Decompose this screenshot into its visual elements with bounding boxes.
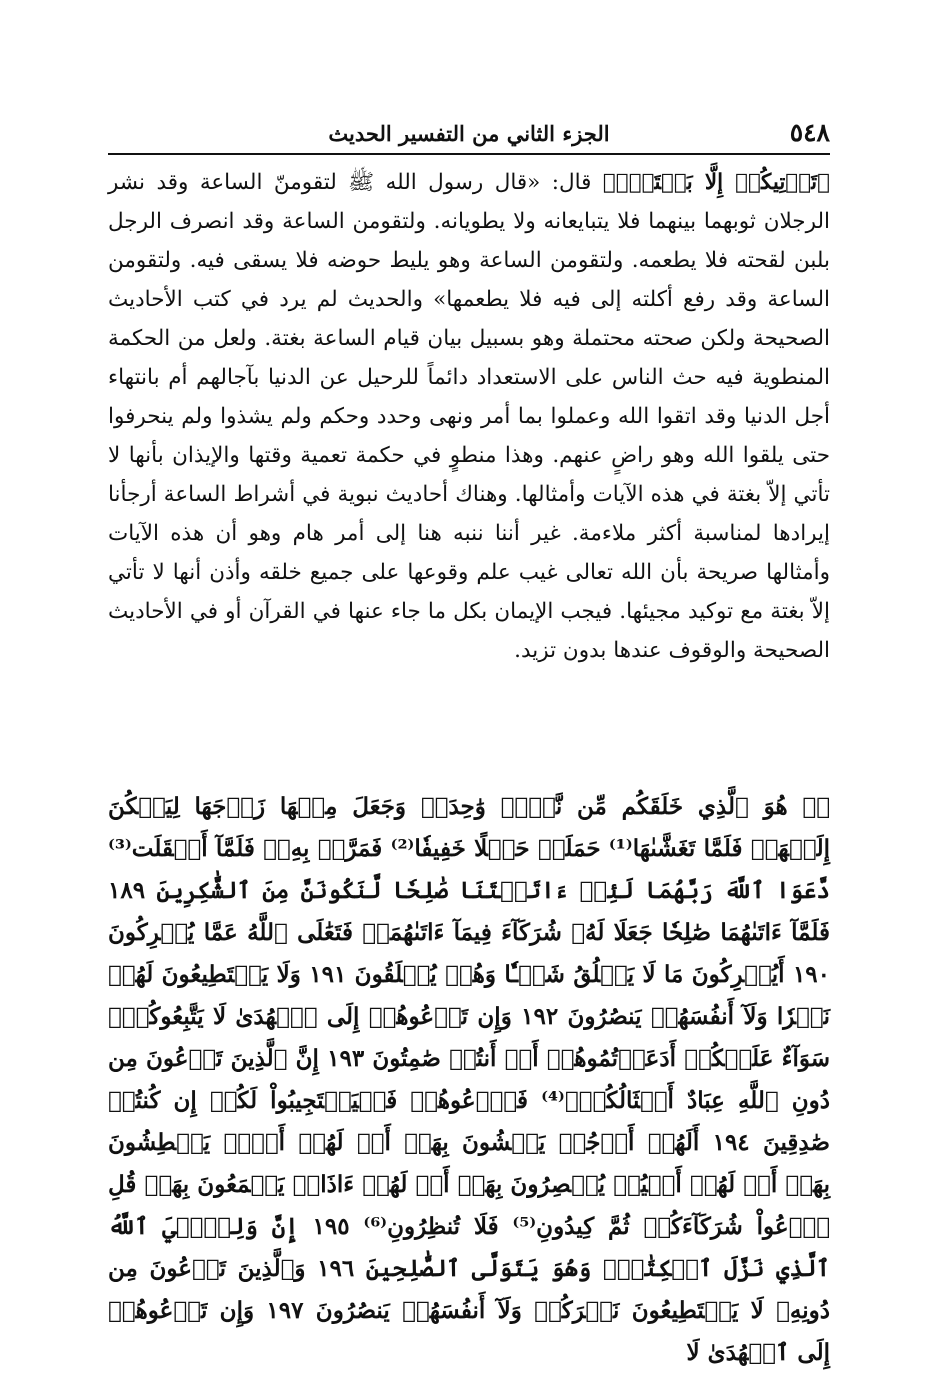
- verse-fragment: ﴿تَأۡتِيكُمۡ إِلَّا بَغۡتَةٗۗ﴾: [602, 170, 830, 195]
- header-divider: [108, 153, 830, 155]
- quran-passage: ﴿۞ هُوَ ٱلَّذِي خَلَقَكُم مِّن نَّفۡسٖ وَٰحِدَةٖ وَجَعَلَ مِنۡهَا زَوۡجَهَا لِيَسۡكُنَ إِلَيۡهَاۖ فَلَمَّا تَغَشَّىٰهَا⁽¹⁾ حَمَلَتۡ حَمۡلًا خَفِيفٗا⁽²⁾ فَمَرَّتۡ بِهِۦۖ فَلَمَّآ أَثۡقَلَت⁽³⁾ دَّعَوَا ٱللَّهَ رَبَّهُمَا لَئِنۡ ءَاتَيۡتَنَا صَٰلِحٗا لَّنَكُونَنَّ مِنَ ٱلشَّٰكِرِينَ ١٨٩ فَلَمَّآ ءَاتَىٰهُمَا صَٰلِحٗا جَعَلَا لَهُۥ شُرَكَآءَ فِيمَآ ءَاتَىٰهُمَاۚ فَتَعَٰلَى ٱللَّهُ عَمَّا يُشۡرِكُونَ ١٩٠ أَيُشۡرِكُونَ مَا لَا يَخۡلُقُ شَيۡـٔٗا وَهُمۡ يُخۡلَقُونَ ١٩١ وَلَا يَسۡتَطِيعُونَ لَهُمۡ نَصۡرٗا وَلَآ أَنفُسَهُمۡ يَنصُرُونَ ١٩٢ وَإِن تَدۡعُوهُمۡ إِلَى ٱلۡهُدَىٰ لَا يَتَّبِعُوكُمۡۚ سَوَآءٌ عَلَيۡكُمۡ أَدَعَوۡتُمُوهُمۡ أَمۡ أَنتُمۡ صَٰمِتُونَ ١٩٣ إِنَّ ٱلَّذِينَ تَدۡعُونَ مِن دُونِ ٱللَّهِ عِبَادٌ أَمۡثَالُكُمۡۖ⁽⁴⁾ فَٱدۡعُوهُمۡ فَلۡيَسۡتَجِيبُواْ لَكُمۡ إِن كُنتُمۡ صَٰدِقِينَ ١٩٤ أَلَهُمۡ أَرۡجُلٞ يَمۡشُونَ بِهَآۖ أَمۡ لَهُمۡ أَيۡدٖ يَبۡطِشُونَ بِهَآۖ أَمۡ لَهُمۡ أَعۡيُنٞ يُبۡصِرُونَ بِهَآۖ أَمۡ لَهُمۡ ءَاذَانٞ يَسۡمَعُونَ بِهَاۗ قُلِ ٱدۡعُواْ شُرَكَآءَكُمۡ ثُمَّ كِيدُونِ⁽⁵⁾ فَلَا تُنظِرُونِ⁽⁶⁾ ١٩٥ إِنَّ وَلِـِّۧيَ ٱللَّهُ ٱلَّذِي نَزَّلَ ٱلۡكِتَٰبَۖ وَهُوَ يَتَوَلَّى ٱلصَّٰلِحِينَ ١٩٦ وَٱلَّذِينَ تَدۡعُونَ مِن دُونِهِۦ لَا يَسۡتَطِيعُونَ نَصۡرَكُمۡ وَلَآ أَنفُسَهُمۡ يَنصُرُونَ ١٩٧ وَإِن تَدۡعُوهُمۡ إِلَى ٱلۡهُدَىٰ لَا: [108, 793, 831, 1366]
- running-title: الجزء الثاني من التفسير الحديث: [328, 121, 610, 146]
- page-header: [108, 112, 830, 152]
- commentary-text: قال: «قال رسول الله ﷺ لتقومنّ الساعة وقد نشر الرجلان ثوبهما بينهما فلا يتبايعانه ولا يطويانه. ولتقومن الساعة وقد انصرف الرجل بلبن لقحته فلا يطعمه. ولتقومن الساعة وهو يليط حوضه فلا يسقى فيه. ولتقومن الساعة وقد رفع أكلته إلى فيه فلا يطعمها» والحديث لم يرد في كتب الأحاديث الصحيحة ولكن صحته محتملة وهو بسبيل بيان قيام الساعة بغتة. ولعل من الحكمة المنطوية فيه حث الناس على الاستعداد دائماً للرحيل عن الدنيا بآجالهم أم بانتهاء أجل الدنيا وقد اتقوا الله وعملوا بما أمر ونهى وحدد وحكم ولم يشذوا ولم ينحرفوا حتى يلقوا الله وهو راضٍ عنهم. وهذا منطوٍ في حكمة تعمية وقتها والإيذان بأنها لا تأتي إلاّ بغتة في هذه الآيات وأمثالها. وهناك أحاديث نبوية في أشراط الساعة أرجأنا إيرادها لمناسبة أكثر ملاءمة. غير أننا ننبه هنا إلى أمر هام وهو أن هذه الآيات وأمثالها صريحة بأن الله تعالى غيب علم وقوعها على جميع خلقه وأذن أنها لا تأتي إلاّ بغتة مع توكيد مجيئها. فيجب الإيمان بكل ما جاء عنها في القرآن أو في الأحاديث الصحيحة والوقوف عندها بدون تزيد.: [108, 170, 830, 663]
- commentary-paragraph: [108, 163, 830, 670]
- page-number: ٥٤٨: [789, 118, 830, 147]
